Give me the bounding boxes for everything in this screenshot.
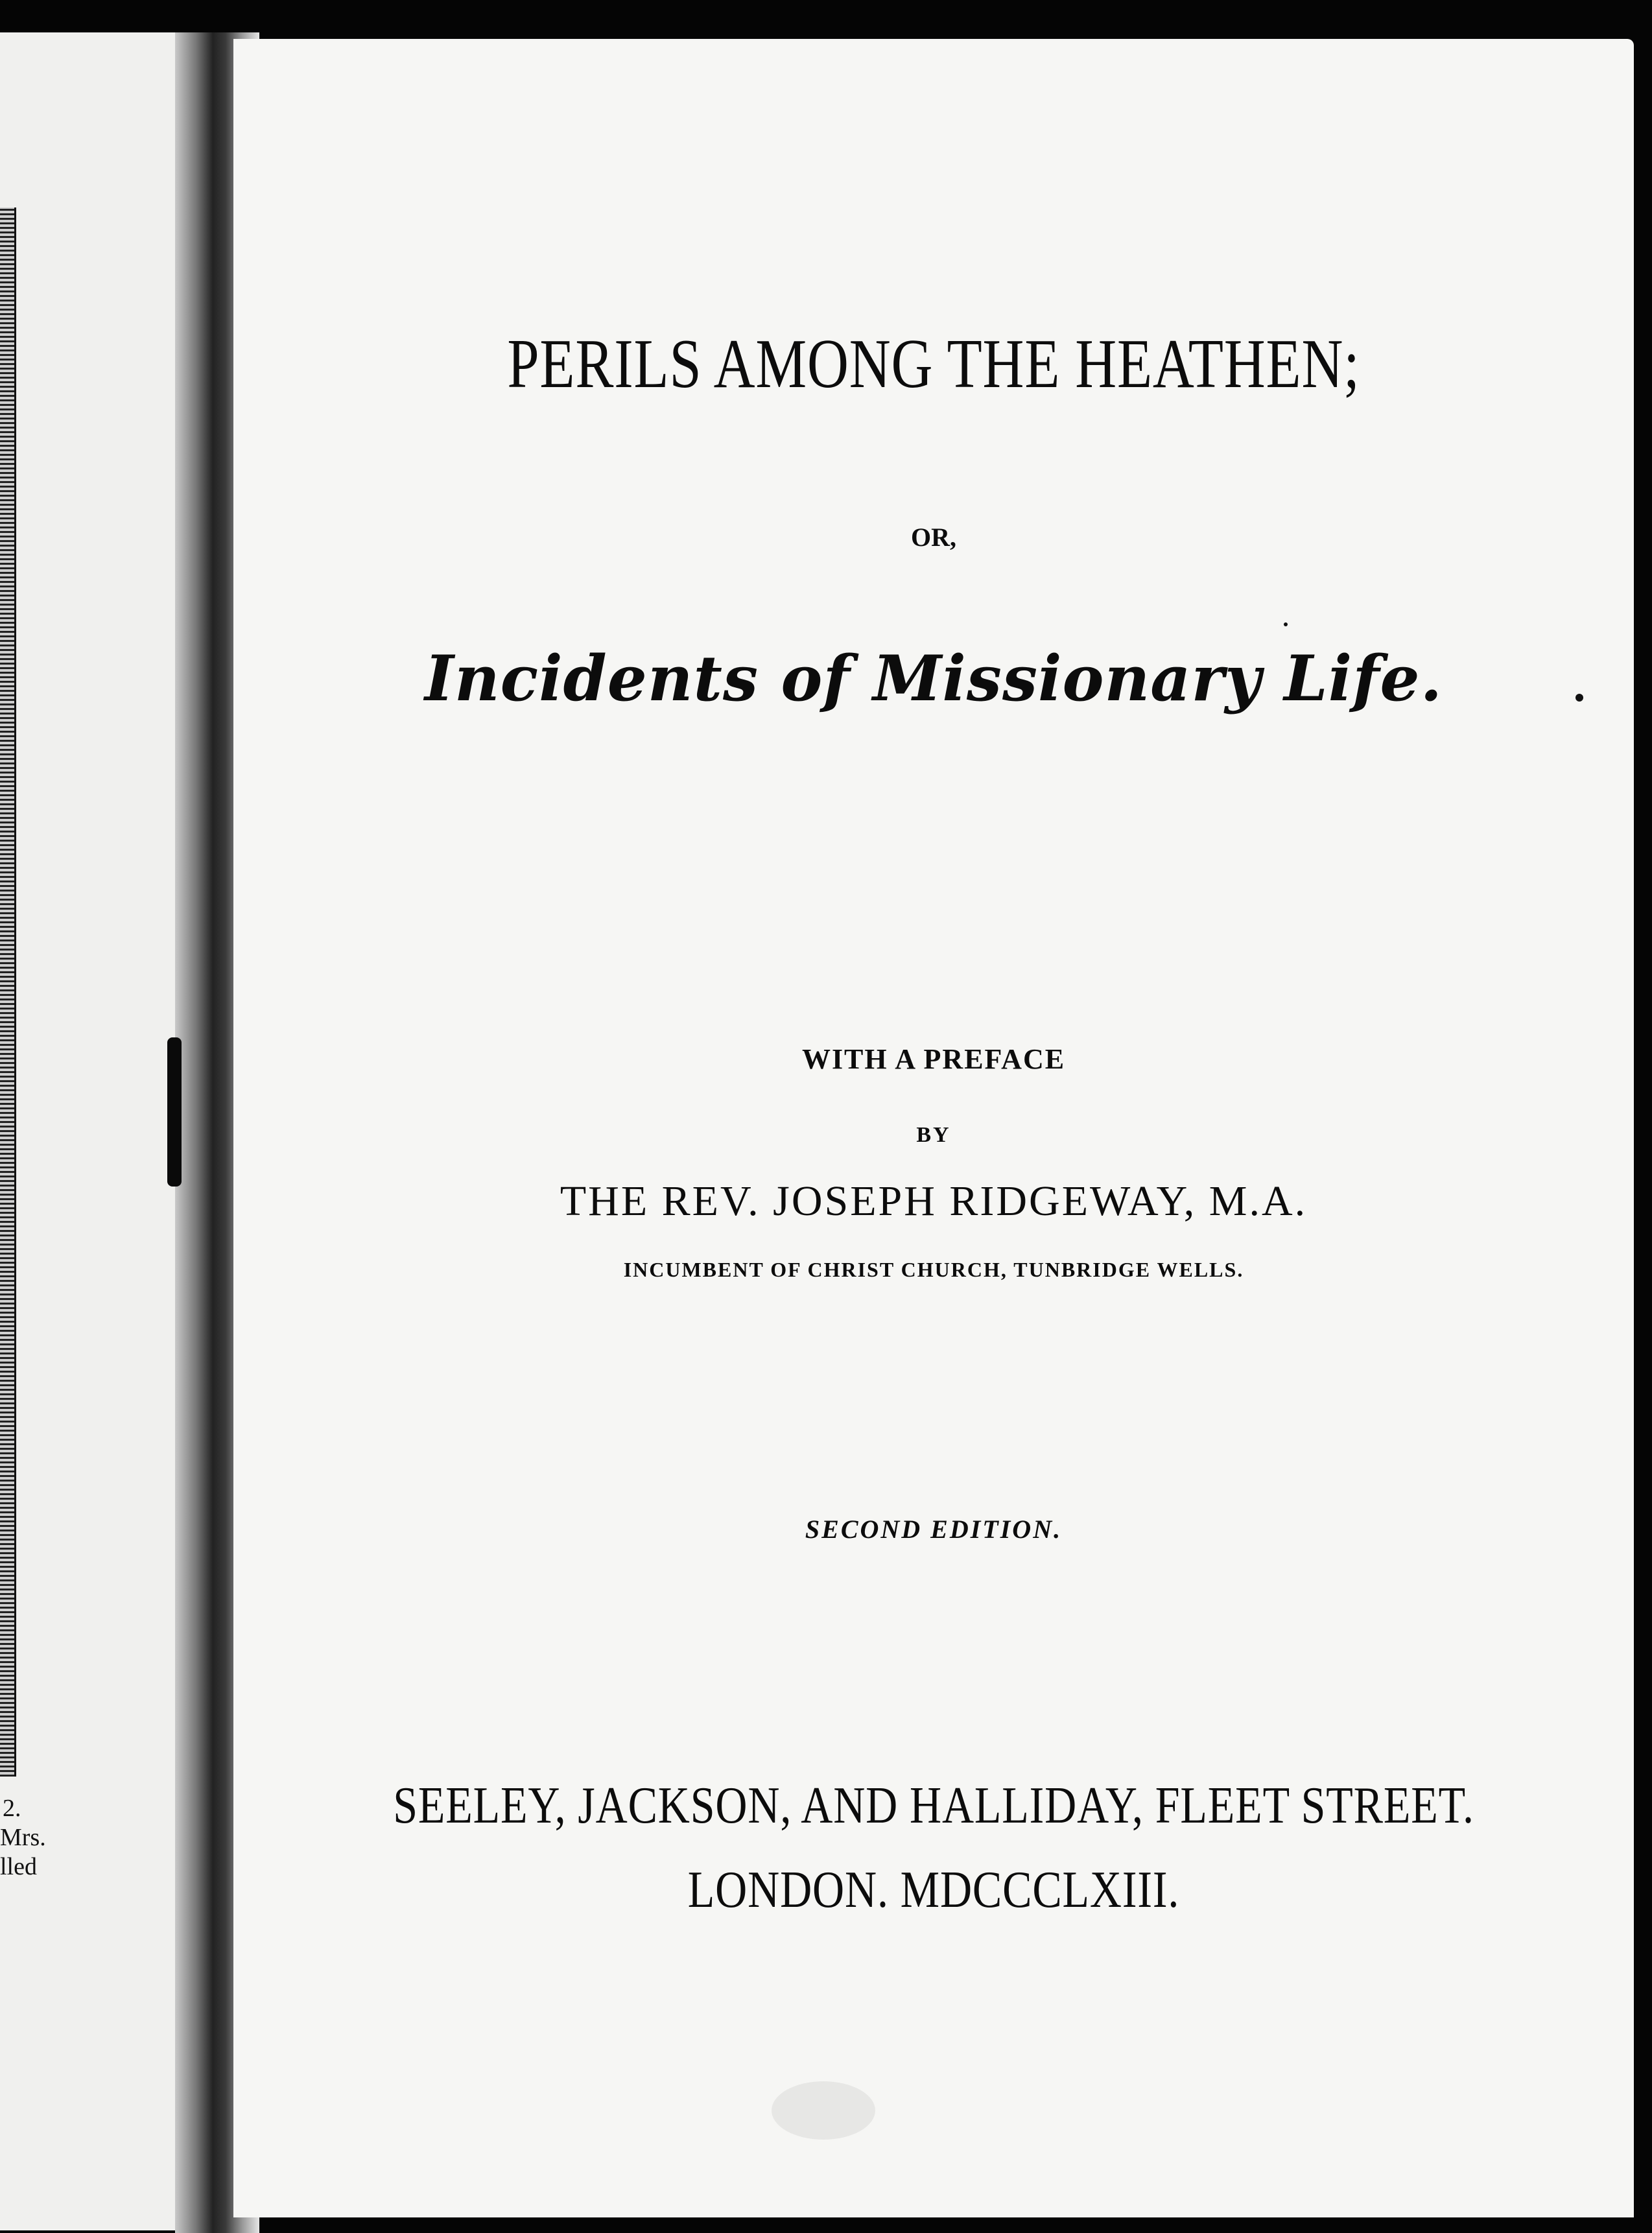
caption-fragment: lled bbox=[0, 1853, 37, 1880]
title-page bbox=[233, 39, 1634, 2217]
ink-speck bbox=[1575, 694, 1583, 702]
preface-line: WITH A PREFACE bbox=[801, 1043, 1066, 1075]
by-line: BY bbox=[916, 1123, 951, 1147]
edition-statement: SECOND EDITION. bbox=[805, 1515, 1063, 1544]
author-affiliation: INCUMBENT OF CHRIST CHURCH, TUNBRIDGE WELLS. bbox=[623, 1258, 1244, 1281]
caption-fragment: Mrs. bbox=[0, 1824, 46, 1851]
frontispiece-engraving-edge bbox=[0, 207, 16, 1777]
facing-page bbox=[0, 32, 195, 2230]
ink-speck bbox=[1284, 622, 1288, 626]
page-smudge bbox=[772, 2081, 875, 2140]
title-connector: OR, bbox=[911, 523, 956, 552]
book-subtitle: Incidents of Missionary Life. bbox=[424, 642, 1443, 715]
spine-damage-mark bbox=[167, 1037, 182, 1187]
author-name: THE REV. JOSEPH RIDGEWAY, M.A. bbox=[560, 1177, 1308, 1225]
publisher-line: SEELEY, JACKSON, AND HALLIDAY, FLEET STREET. bbox=[393, 1777, 1474, 1834]
imprint-place-date: LONDON. MDCCCLXIII. bbox=[687, 1861, 1180, 1919]
book-title: PERILS AMONG THE HEATHEN; bbox=[507, 325, 1360, 403]
caption-fragment: 2. bbox=[3, 1795, 21, 1822]
